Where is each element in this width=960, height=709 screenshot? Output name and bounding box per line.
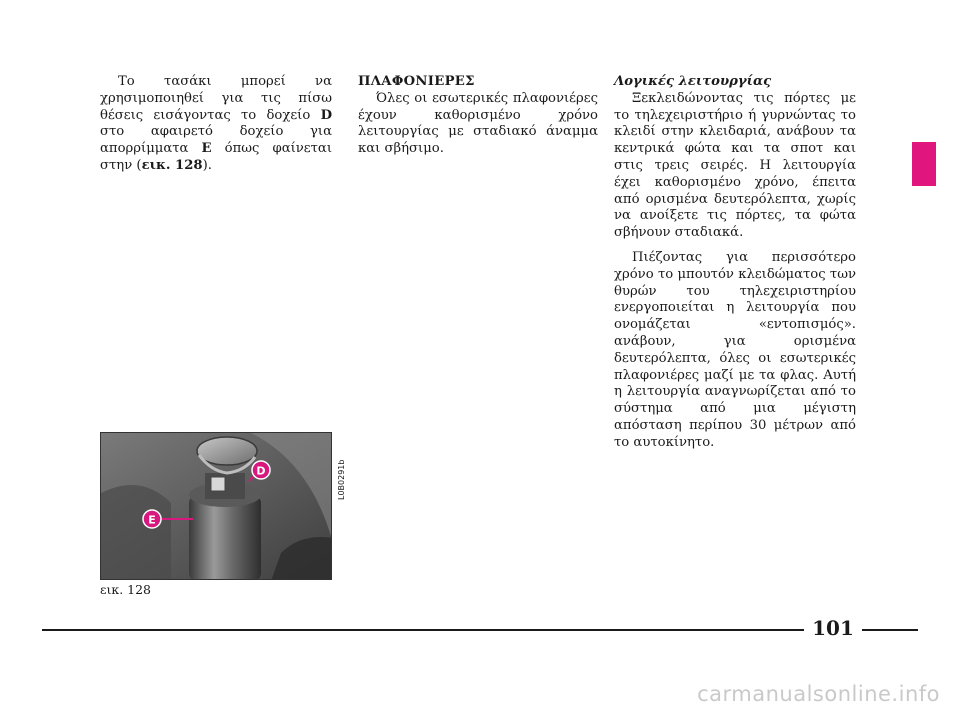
section-heading: ΠΛΑΦΟΝΙΕΡΕΣ <box>358 74 475 89</box>
footer-rule-right <box>862 629 918 631</box>
figure-caption: εικ. 128 <box>100 582 151 597</box>
logic-paragraph-2: Πιέζοντας για περισσότερο χρόνο το μπουτόν κλειδώματος των θυρών του τηλεχειριστηρίου ενεργοποιείται η λειτουργία που ονομάζεται «εντοπισμός». ανάβουν, για ορισμένα δευτερόλεπτα, όλες οι εσωτερικές πλαφονιέρες μαζί με τα φλας. Αυτή η λειτουργία αναγνωρίζεται από το σύστημα από μια μέγιστη απόσταση περίπου 30 μέτρων από το αυτοκίνητο. <box>614 249 856 450</box>
ashtray-text: Το τασάκι μπορεί να χρησιμοποιηθεί για τις πίσω θέσεις εισάγοντας το δοχείο <box>100 74 332 123</box>
column-right <box>614 74 856 452</box>
figure-reference: εικ. 128 <box>141 157 203 173</box>
subsection-heading: Λογικές λειτουργίας <box>614 74 772 89</box>
page-number: 101 <box>812 616 854 640</box>
callout-d: D <box>256 464 266 478</box>
label-e: E <box>201 141 212 157</box>
ashtray-illustration <box>101 433 332 580</box>
column-left <box>100 74 332 175</box>
closing-text: ). <box>202 157 212 173</box>
text-after-d: στο αφαιρετό δοχείο για απορρίμματα <box>100 124 332 157</box>
figure-128-photo <box>100 432 332 580</box>
footer-rule-left <box>42 629 804 631</box>
column-middle <box>358 74 598 158</box>
figure-code: L0B0291b <box>337 459 346 500</box>
watermark: carmanualsonline.info <box>697 681 940 706</box>
section-tab-marker <box>912 142 936 186</box>
figure-code-label <box>335 432 347 502</box>
ceiling-lights-paragraph: Όλες οι εσωτερικές πλαφονιέρες έχουν καθορισμένο χρόνο λειτουργίας με σταδιακό άναμμα και σβήσιμο. <box>358 90 598 157</box>
label-d: D <box>320 107 332 123</box>
ashtray-paragraph <box>100 74 332 175</box>
callout-e: E <box>148 513 156 527</box>
text-after-e: όπως φαίνεται στην ( <box>100 141 332 173</box>
logic-paragraph-1: Ξεκλειδώνοντας τις πόρτες με το τηλεχειριστήριο ή γυρνώντας το κλειδί στην κλειδαριά, ανάβουν τα κεντρικά φώτα και τα σποτ και στις τρεις σειρές. Η λειτουργία έχει καθορισμένο χρόνο, έπειτα από ορισμένα δευτερόλεπτα, χωρίς να ανοίξετε τις πόρτες, τα φώτα σβήνουν σταδιακά. <box>614 90 856 241</box>
